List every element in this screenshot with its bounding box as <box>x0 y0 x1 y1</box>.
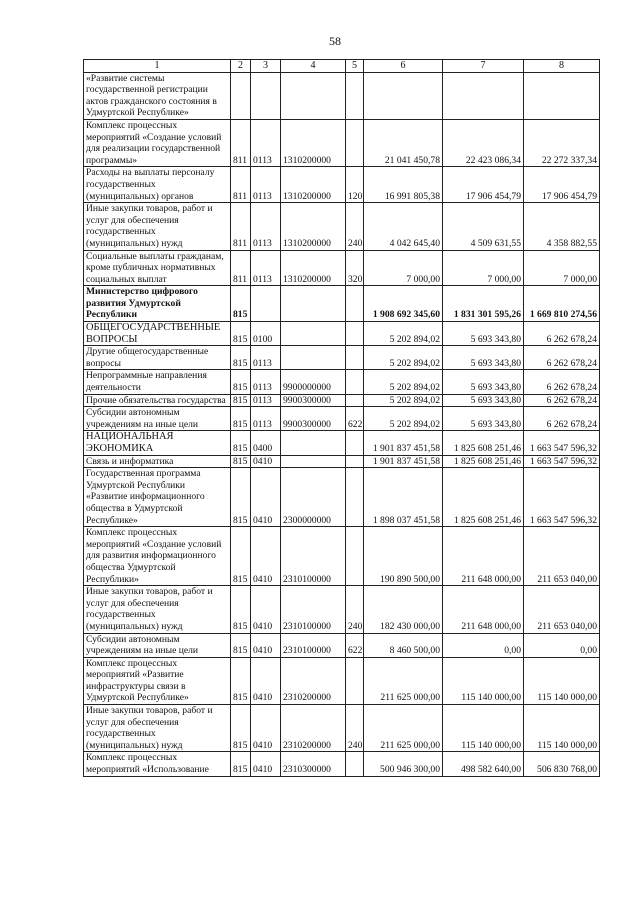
cell-amount-year1: 5 202 894,02 <box>364 407 443 431</box>
cell-amount-year2: 211 648 000,00 <box>443 527 524 586</box>
cell-amount-year1: 1 901 837 451,58 <box>364 431 443 455</box>
cell-target-article <box>281 322 346 346</box>
cell-amount-year2: 4 509 631,55 <box>443 203 524 250</box>
budget-table <box>83 59 600 777</box>
table-row <box>84 119 600 166</box>
cell-ministry-code: 815 <box>231 586 251 633</box>
cell-expense-type <box>346 394 364 407</box>
cell-section-code: 0400 <box>251 431 281 455</box>
cell-name: Расходы на выплаты персоналу государственных (муниципальных) органов <box>84 167 231 203</box>
cell-section-code: 0410 <box>251 633 281 657</box>
header-col-2: 2 <box>231 60 251 73</box>
cell-ministry-code: 815 <box>231 322 251 346</box>
header-col-8: 8 <box>524 60 600 73</box>
cell-name: НАЦИОНАЛЬНАЯ ЭКОНОМИКА <box>84 431 231 455</box>
cell-amount-year2: 7 000,00 <box>443 250 524 286</box>
cell-section-code: 0113 <box>251 370 281 394</box>
table-row <box>84 394 600 407</box>
cell-expense-type <box>346 322 364 346</box>
cell-section-code: 0410 <box>251 586 281 633</box>
cell-ministry-code: 811 <box>231 250 251 286</box>
cell-amount-year1: 7 000,00 <box>364 250 443 286</box>
cell-expense-type: 120 <box>346 167 364 203</box>
cell-name: «Развитие системы государственной регистрации актов гражданского состояния в Удмуртской Республике» <box>84 72 231 119</box>
cell-expense-type <box>346 286 364 322</box>
cell-name: Прочие обязательства государства <box>84 394 231 407</box>
cell-ministry-code: 815 <box>231 705 251 752</box>
table-row <box>84 633 600 657</box>
cell-expense-type <box>346 72 364 119</box>
table-row <box>84 468 600 527</box>
cell-amount-year1: 8 460 500,00 <box>364 633 443 657</box>
cell-ministry-code <box>231 72 251 119</box>
header-col-1: 1 <box>84 60 231 73</box>
cell-amount-year1: 5 202 894,02 <box>364 322 443 346</box>
cell-target-article: 9900300000 <box>281 407 346 431</box>
page-number: 58 <box>329 34 341 48</box>
cell-name: Комплекс процессных мероприятий «Создание условий для реализации государственной программы» <box>84 119 231 166</box>
cell-amount-year2: 115 140 000,00 <box>443 657 524 704</box>
cell-target-article: 2310100000 <box>281 633 346 657</box>
cell-section-code: 0113 <box>251 394 281 407</box>
cell-target-article: 9900300000 <box>281 394 346 407</box>
cell-name: Иные закупки товаров, работ и услуг для обеспечения государственных (муниципальных) нужд <box>84 203 231 250</box>
table-row <box>84 250 600 286</box>
cell-amount-year3: 6 262 678,24 <box>524 322 600 346</box>
cell-amount-year1: 5 202 894,02 <box>364 346 443 370</box>
header-col-5: 5 <box>346 60 364 73</box>
cell-expense-type <box>346 468 364 527</box>
cell-expense-type: 622 <box>346 407 364 431</box>
cell-expense-type: 240 <box>346 203 364 250</box>
cell-target-article: 1310200000 <box>281 250 346 286</box>
header-col-7: 7 <box>443 60 524 73</box>
cell-expense-type <box>346 370 364 394</box>
cell-amount-year3: 211 653 040,00 <box>524 527 600 586</box>
cell-amount-year1: 1 898 037 451,58 <box>364 468 443 527</box>
table-row <box>84 370 600 394</box>
cell-amount-year3: 211 653 040,00 <box>524 586 600 633</box>
cell-ministry-code: 815 <box>231 527 251 586</box>
cell-name: Комплекс процессных мероприятий «Развитие инфраструктуры связи в Удмуртской Республике» <box>84 657 231 704</box>
cell-amount-year2: 22 423 086,34 <box>443 119 524 166</box>
cell-amount-year1: 211 625 000,00 <box>364 705 443 752</box>
cell-amount-year2: 5 693 343,80 <box>443 407 524 431</box>
cell-section-code: 0113 <box>251 407 281 431</box>
cell-ministry-code: 815 <box>231 370 251 394</box>
cell-amount-year3: 115 140 000,00 <box>524 705 600 752</box>
cell-section-code: 0410 <box>251 468 281 527</box>
cell-expense-type: 320 <box>346 250 364 286</box>
cell-section-code: 0410 <box>251 705 281 752</box>
cell-section-code <box>251 72 281 119</box>
cell-ministry-code: 815 <box>231 431 251 455</box>
cell-amount-year1: 190 890 500,00 <box>364 527 443 586</box>
cell-target-article: 2310100000 <box>281 527 346 586</box>
cell-target-article: 1310200000 <box>281 119 346 166</box>
header-row <box>84 60 600 73</box>
cell-target-article <box>281 286 346 322</box>
cell-amount-year1: 21 041 450,78 <box>364 119 443 166</box>
cell-amount-year3: 6 262 678,24 <box>524 407 600 431</box>
cell-ministry-code: 811 <box>231 167 251 203</box>
cell-ministry-code: 811 <box>231 203 251 250</box>
cell-amount-year3: 6 262 678,24 <box>524 346 600 370</box>
cell-ministry-code: 815 <box>231 346 251 370</box>
cell-amount-year1: 5 202 894,02 <box>364 370 443 394</box>
cell-name: Субсидии автономным учреждениям на иные цели <box>84 407 231 431</box>
table-row <box>84 322 600 346</box>
table-row <box>84 431 600 455</box>
cell-expense-type <box>346 752 364 776</box>
cell-expense-type <box>346 455 364 468</box>
cell-target-article: 2310200000 <box>281 657 346 704</box>
cell-amount-year2: 5 693 343,80 <box>443 394 524 407</box>
cell-amount-year3 <box>524 72 600 119</box>
cell-expense-type <box>346 527 364 586</box>
table-row <box>84 527 600 586</box>
cell-name: Государственная программа Удмуртской Республики «Развитие информационного общества в Удмуртской Республике» <box>84 468 231 527</box>
cell-amount-year2 <box>443 72 524 119</box>
cell-name: Социальные выплаты гражданам, кроме публичных нормативных социальных выплат <box>84 250 231 286</box>
cell-section-code: 0113 <box>251 203 281 250</box>
cell-target-article: 2310300000 <box>281 752 346 776</box>
header-col-4: 4 <box>281 60 346 73</box>
cell-target-article: 2300000000 <box>281 468 346 527</box>
cell-amount-year3: 115 140 000,00 <box>524 657 600 704</box>
table-row <box>84 346 600 370</box>
cell-amount-year2: 5 693 343,80 <box>443 370 524 394</box>
cell-amount-year1: 500 946 300,00 <box>364 752 443 776</box>
cell-expense-type <box>346 657 364 704</box>
header-col-6: 6 <box>364 60 443 73</box>
cell-expense-type: 240 <box>346 705 364 752</box>
cell-section-code: 0113 <box>251 346 281 370</box>
cell-amount-year2: 498 582 640,00 <box>443 752 524 776</box>
cell-expense-type: 622 <box>346 633 364 657</box>
cell-ministry-code: 815 <box>231 394 251 407</box>
table-row <box>84 455 600 468</box>
cell-amount-year1: 211 625 000,00 <box>364 657 443 704</box>
cell-section-code: 0113 <box>251 119 281 166</box>
cell-amount-year2: 0,00 <box>443 633 524 657</box>
cell-target-article: 1310200000 <box>281 203 346 250</box>
cell-name: Другие общегосударственные вопросы <box>84 346 231 370</box>
cell-ministry-code: 811 <box>231 119 251 166</box>
cell-amount-year2: 1 825 608 251,46 <box>443 431 524 455</box>
cell-name: Иные закупки товаров, работ и услуг для обеспечения государственных (муниципальных) нужд <box>84 586 231 633</box>
cell-amount-year2: 5 693 343,80 <box>443 346 524 370</box>
cell-section-code: 0113 <box>251 250 281 286</box>
cell-name: Иные закупки товаров, работ и услуг для обеспечения государственных (муниципальных) нужд <box>84 705 231 752</box>
cell-amount-year3: 22 272 337,34 <box>524 119 600 166</box>
cell-section-code <box>251 286 281 322</box>
cell-section-code: 0410 <box>251 752 281 776</box>
table-row <box>84 167 600 203</box>
cell-target-article: 2310200000 <box>281 705 346 752</box>
cell-name: Комплекс процессных мероприятий «Создание условий для развития информационного общества Удмуртской Республики» <box>84 527 231 586</box>
table-row <box>84 286 600 322</box>
cell-target-article <box>281 346 346 370</box>
cell-name: ОБЩЕГОСУДАРСТВЕННЫЕ ВОПРОСЫ <box>84 322 231 346</box>
cell-amount-year3: 6 262 678,24 <box>524 370 600 394</box>
cell-amount-year3: 4 358 882,55 <box>524 203 600 250</box>
cell-section-code: 0410 <box>251 527 281 586</box>
header-col-3: 3 <box>251 60 281 73</box>
cell-amount-year3: 7 000,00 <box>524 250 600 286</box>
cell-amount-year2: 1 825 608 251,46 <box>443 468 524 527</box>
cell-section-code: 0410 <box>251 657 281 704</box>
cell-ministry-code: 815 <box>231 657 251 704</box>
cell-name: Связь и информатика <box>84 455 231 468</box>
cell-amount-year3: 1 663 547 596,32 <box>524 455 600 468</box>
cell-name: Субсидии автономным учреждениям на иные цели <box>84 633 231 657</box>
cell-target-article <box>281 72 346 119</box>
cell-target-article <box>281 455 346 468</box>
cell-expense-type <box>346 119 364 166</box>
cell-ministry-code: 815 <box>231 455 251 468</box>
cell-section-code: 0100 <box>251 322 281 346</box>
cell-expense-type: 240 <box>346 586 364 633</box>
cell-target-article: 2310100000 <box>281 586 346 633</box>
cell-ministry-code: 815 <box>231 407 251 431</box>
cell-ministry-code: 815 <box>231 752 251 776</box>
table-row <box>84 72 600 119</box>
cell-amount-year1: 4 042 645,40 <box>364 203 443 250</box>
cell-target-article <box>281 431 346 455</box>
cell-ministry-code: 815 <box>231 468 251 527</box>
cell-section-code: 0410 <box>251 455 281 468</box>
cell-amount-year1: 16 991 805,38 <box>364 167 443 203</box>
table-row <box>84 586 600 633</box>
cell-target-article: 1310200000 <box>281 167 346 203</box>
cell-amount-year2: 211 648 000,00 <box>443 586 524 633</box>
cell-name: Министерство цифрового развития Удмуртской Республики <box>84 286 231 322</box>
cell-amount-year3: 1 669 810 274,56 <box>524 286 600 322</box>
cell-amount-year2: 115 140 000,00 <box>443 705 524 752</box>
table-row <box>84 203 600 250</box>
table-row <box>84 657 600 704</box>
cell-amount-year1: 1 901 837 451,58 <box>364 455 443 468</box>
cell-amount-year2: 5 693 343,80 <box>443 322 524 346</box>
cell-amount-year3: 17 906 454,79 <box>524 167 600 203</box>
cell-amount-year2: 1 831 301 595,26 <box>443 286 524 322</box>
table-row <box>84 705 600 752</box>
cell-amount-year2: 1 825 608 251,46 <box>443 455 524 468</box>
cell-name: Непрограммные направления деятельности <box>84 370 231 394</box>
cell-section-code: 0113 <box>251 167 281 203</box>
cell-name: Комплекс процессных мероприятий «Использование <box>84 752 231 776</box>
cell-amount-year3: 1 663 547 596,32 <box>524 431 600 455</box>
cell-amount-year1: 5 202 894,02 <box>364 394 443 407</box>
cell-expense-type <box>346 346 364 370</box>
cell-amount-year1: 182 430 000,00 <box>364 586 443 633</box>
cell-amount-year3: 0,00 <box>524 633 600 657</box>
table-row <box>84 407 600 431</box>
cell-amount-year3: 1 663 547 596,32 <box>524 468 600 527</box>
cell-amount-year1: 1 908 692 345,60 <box>364 286 443 322</box>
cell-amount-year2: 17 906 454,79 <box>443 167 524 203</box>
cell-ministry-code: 815 <box>231 286 251 322</box>
cell-amount-year3: 6 262 678,24 <box>524 394 600 407</box>
table-row <box>84 752 600 776</box>
cell-amount-year3: 506 830 768,00 <box>524 752 600 776</box>
cell-ministry-code: 815 <box>231 633 251 657</box>
cell-expense-type <box>346 431 364 455</box>
cell-target-article: 9900000000 <box>281 370 346 394</box>
cell-amount-year1 <box>364 72 443 119</box>
